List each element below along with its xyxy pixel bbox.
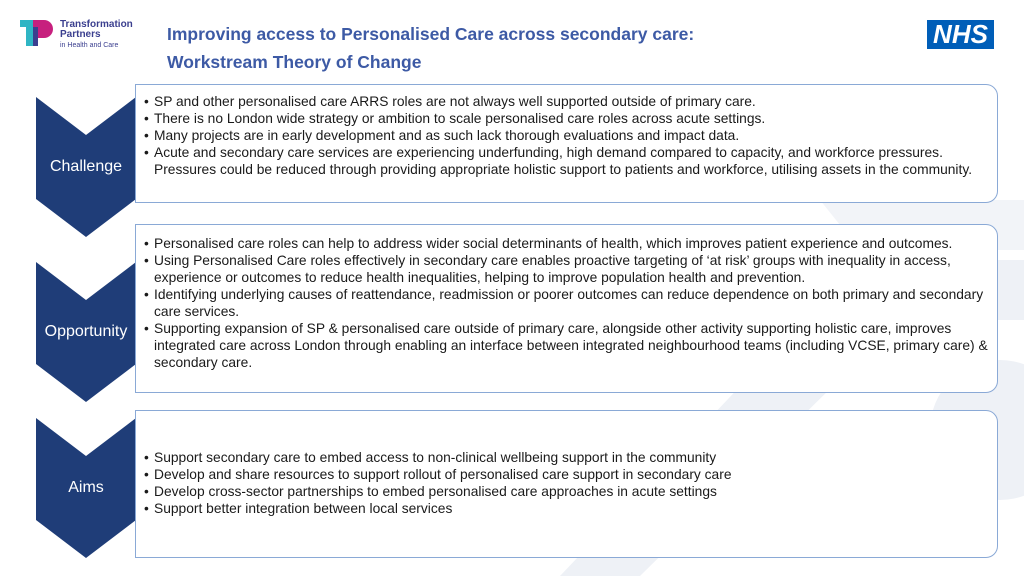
challenge-bullet: • SP and other personalised care ARRS roles are not always well supported outside of primary care. bbox=[144, 93, 989, 110]
aims-bullet: • Support better integration between local services bbox=[144, 500, 989, 517]
page-title bbox=[167, 20, 867, 76]
logo-line-2: Partners bbox=[60, 29, 101, 40]
opportunity-label: Opportunity bbox=[44, 323, 128, 340]
challenge-bullet: • Acute and secondary care services are experiencing underfunding, high demand compared to capacity, and workforce pressures. Pressures could be reduced through providing appropriate holistic support to patients and workforce, utilising assets in the community. bbox=[144, 144, 989, 178]
aims-list bbox=[144, 449, 989, 517]
opportunity-box bbox=[135, 224, 998, 393]
logo-line-3: in Health and Care bbox=[60, 42, 119, 49]
aims-box bbox=[135, 410, 998, 558]
aims-label: Aims bbox=[68, 479, 104, 496]
aims-bullet: • Develop and share resources to support rollout of personalised care support in secondary care bbox=[144, 466, 989, 483]
opportunity-bullet: • Using Personalised Care roles effectively in secondary care enables proactive targeting of ‘at risk’ groups with inequality in access, experience or outcomes to reduce health inequalities, helping to improve population health and prevention. bbox=[144, 252, 989, 286]
opportunity-bullet: • Identifying underlying causes of reattendance, readmission or poorer outcomes can reduce dependence on both primary and secondary care services. bbox=[144, 286, 989, 320]
title-line-1: Improving access to Personalised Care across secondary care: bbox=[167, 24, 695, 44]
tp-logo-icon bbox=[18, 18, 56, 48]
opportunity-list bbox=[144, 235, 989, 371]
opportunity-bullet: • Personalised care roles can help to address wider social determinants of health, which improves patient experience and outcomes. bbox=[144, 235, 989, 252]
logo-line-1: Transformation bbox=[60, 19, 133, 30]
transformation-partners-logo bbox=[18, 18, 148, 52]
title-line-2: Workstream Theory of Change bbox=[167, 52, 422, 72]
challenge-box bbox=[135, 84, 998, 203]
challenge-list bbox=[144, 93, 989, 178]
nhs-logo: NHS bbox=[927, 20, 994, 49]
aims-bullet: • Support secondary care to embed access to non-clinical wellbeing support in the community bbox=[144, 449, 989, 466]
opportunity-bullet: • Supporting expansion of SP & personalised care outside of primary care, alongside other activity supporting holistic care, improves integrated care across London through enabling an interface between integrated neighbourhood teams (including VCSE, primary care) & secondary care. bbox=[144, 320, 989, 371]
challenge-bullet: • There is no London wide strategy or ambition to scale personalised care roles across acute settings. bbox=[144, 110, 989, 127]
challenge-bullet: • Many projects are in early development and as such lack thorough evaluations and impact data. bbox=[144, 127, 989, 144]
aims-bullet: • Develop cross-sector partnerships to embed personalised care approaches in acute settings bbox=[144, 483, 989, 500]
challenge-label: Challenge bbox=[49, 158, 123, 175]
